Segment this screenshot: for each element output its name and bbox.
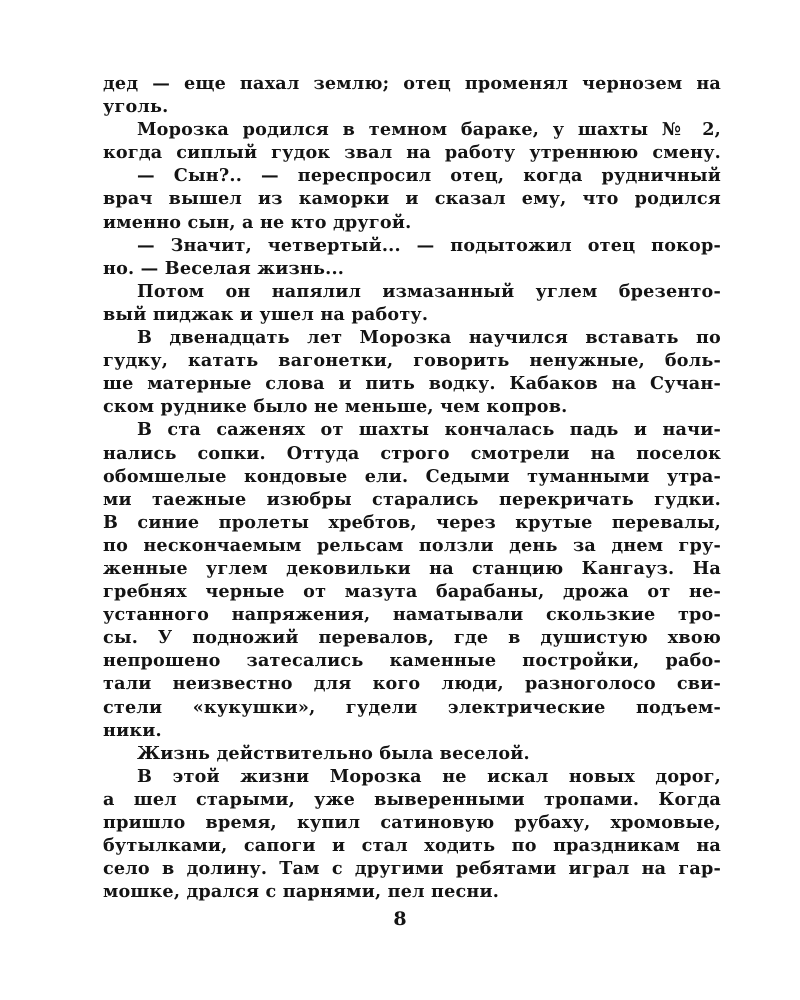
text-line: В ста саженях от шахты кончалась падь и начи-: [137, 419, 721, 441]
text-line: сы. У подножий перевалов, где в душистую хвою: [103, 627, 721, 649]
text-line: обомшелые кондовые ели. Седыми туманными утра-: [103, 465, 721, 487]
text-line: Жизнь действительно была веселой.: [137, 742, 530, 764]
text-line: тали неизвестно для кого люди, разноголосо сви-: [103, 673, 721, 695]
text-line: Морозка родился в темном бараке, у шахты № 2,: [137, 119, 721, 141]
text-line: село в долину. Там с другими ребятами играл на гар-: [103, 858, 721, 880]
text-line: мошке, дрался с парнями, пел песни.: [103, 881, 500, 903]
text-line: ше матерные слова и пить водку. Кабаков на Сучан-: [103, 373, 721, 395]
page-number: 8: [393, 908, 407, 930]
text-line: гребнях черные от мазута барабаны, дрожа от не-: [103, 581, 721, 603]
body-text: [103, 72, 721, 903]
text-line: — Значит, четвертый... — подытожил отец покор-: [137, 234, 721, 256]
text-line: — Сын?.. — переспросил отец, когда рудничный: [137, 165, 721, 187]
text-line: женные углем дековильки на станцию Кангауз. На: [103, 557, 721, 579]
text-line: устанного напряжения, наматывали скользкие тро-: [103, 604, 721, 626]
text-line: нались сопки. Оттуда строго смотрели на поселок: [103, 442, 721, 464]
text-line: стели «кукушки», гудели электрические подъем-: [103, 696, 721, 718]
text-line: гудку, катать вагонетки, говорить ненужные, боль-: [103, 350, 721, 372]
text-line: ми таежные изюбры старались перекричать гудки.: [103, 488, 721, 510]
text-line: непрошено затесались каменные постройки, рабо-: [103, 650, 721, 672]
text-line: когда сиплый гудок звал на работу утреннюю смену.: [103, 142, 721, 164]
text-line: В двенадцать лет Морозка научился вставать по: [137, 327, 721, 349]
text-line: по нескончаемым рельсам ползли день за днем гру-: [103, 534, 721, 556]
text-line: а шел старыми, уже выверенными тропами. Когда: [103, 788, 721, 810]
text-line: именно сын, а не кто другой.: [103, 211, 412, 233]
text-line: вый пиджак и ушел на работу.: [103, 303, 429, 325]
text-line: ники.: [103, 719, 162, 741]
text-line: Потом он напялил измазанный углем брезенто-: [137, 280, 721, 302]
text-line: но. — Веселая жизнь...: [103, 257, 345, 279]
text-line: пришло время, купил сатиновую рубаху, хромовые,: [103, 812, 721, 833]
text-line: В синие пролеты хребтов, через крутые перевалы,: [103, 511, 721, 533]
text-line: уголь.: [103, 96, 169, 118]
text-line: В этой жизни Морозка не искал новых дорог,: [137, 765, 721, 787]
text-line: дед — еще пахал землю; отец променял чернозем на: [103, 73, 721, 94]
text-line: ском руднике было не меньше, чем копров.: [103, 396, 568, 418]
text-line: бутылками, сапоги и стал ходить по праздникам на: [103, 835, 721, 857]
text-line: врач вышел из каморки и сказал ему, что родился: [103, 188, 721, 210]
